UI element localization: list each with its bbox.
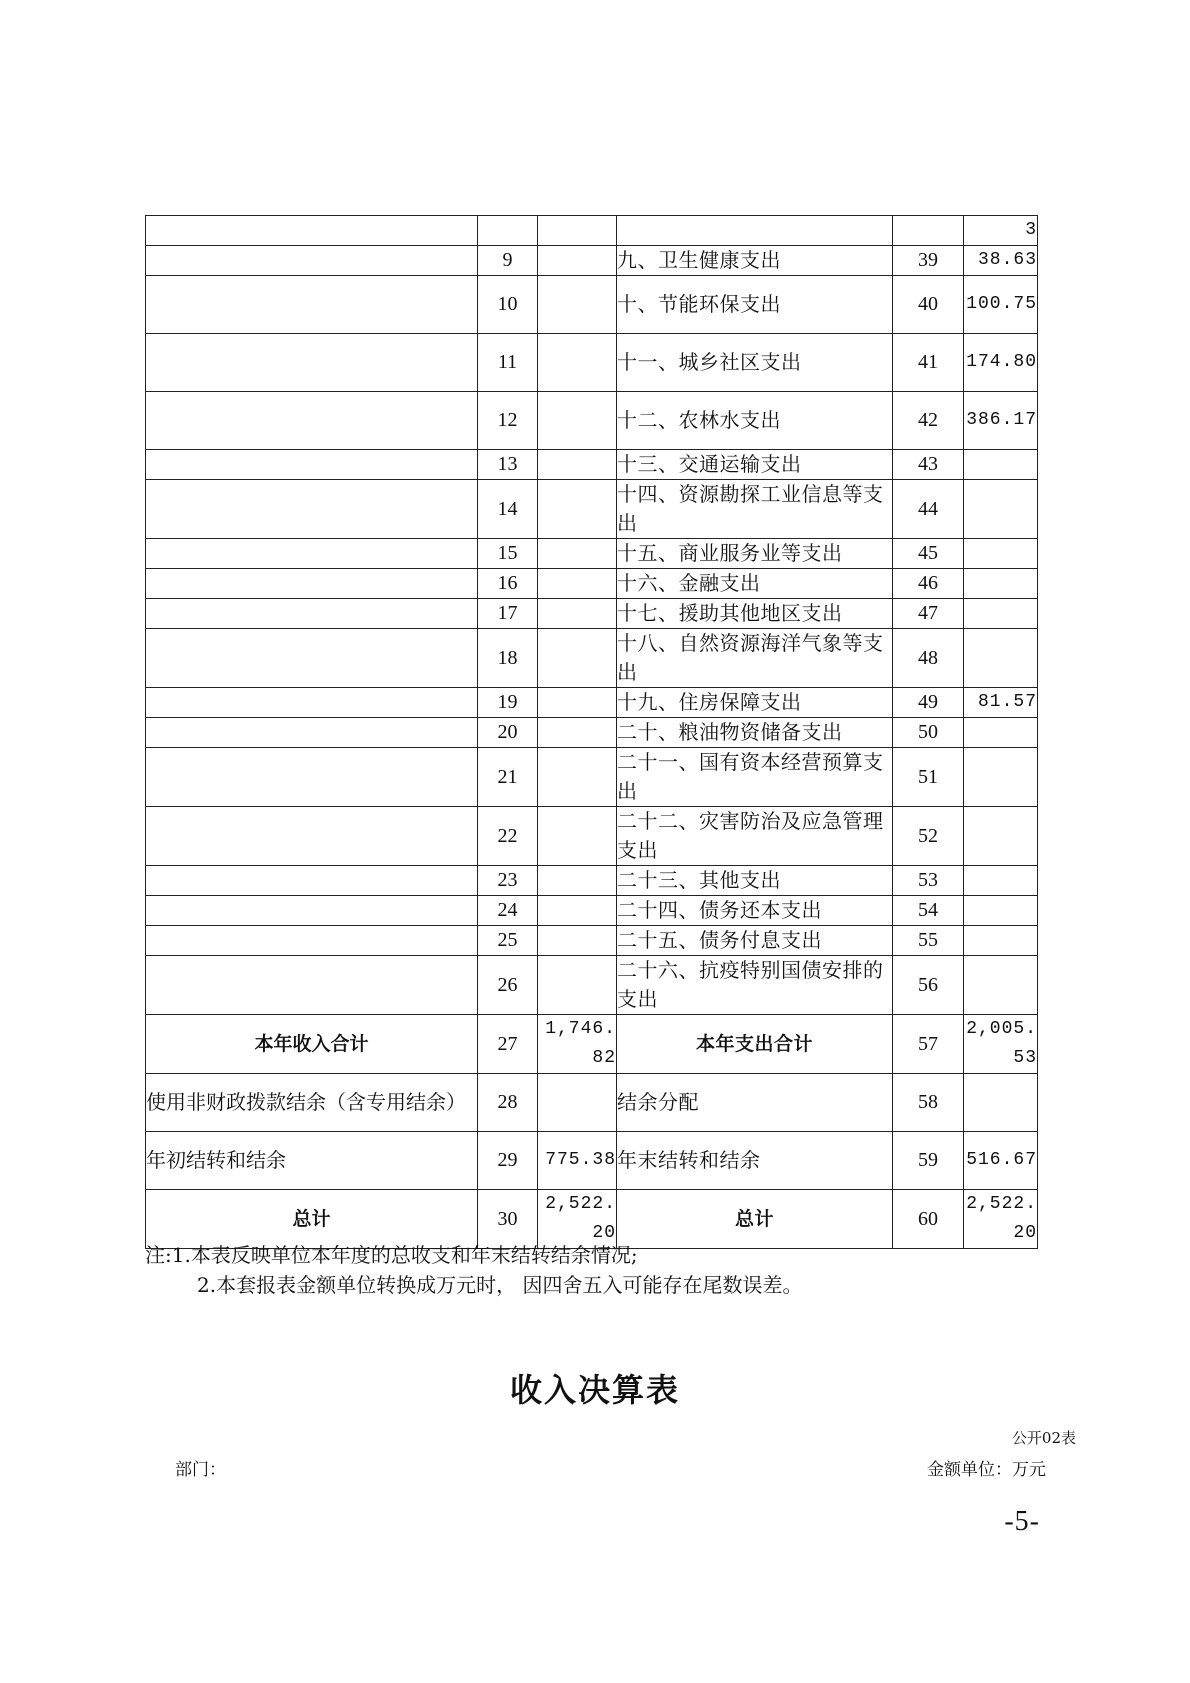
income-item-cell (146, 599, 478, 629)
income-amount-cell (538, 748, 617, 807)
expenditure-item-cell: 十四、资源勘探工业信息等支出 (617, 480, 893, 539)
income-amount-cell (538, 216, 617, 246)
income-line-number-cell: 24 (478, 896, 538, 926)
expenditure-item-cell: 十三、交通运输支出 (617, 450, 893, 480)
table-row (146, 450, 1038, 480)
table-row (146, 807, 1038, 866)
income-line-number-cell: 9 (478, 246, 538, 276)
table-row (146, 392, 1038, 450)
page-number: -5- (1004, 1506, 1040, 1537)
income-amount-cell (538, 392, 617, 450)
table-row (146, 569, 1038, 599)
expenditure-line-number-cell: 40 (893, 276, 964, 334)
expenditure-line-number-cell: 52 (893, 807, 964, 866)
income-line-number-cell: 14 (478, 480, 538, 539)
expenditure-amount-cell: 2,522.20 (964, 1190, 1038, 1249)
expenditure-line-number-cell: 43 (893, 450, 964, 480)
expenditure-amount-cell (964, 1074, 1038, 1132)
expenditure-line-number-cell (893, 216, 964, 246)
expenditure-amount-cell (964, 480, 1038, 539)
income-line-number-cell: 21 (478, 748, 538, 807)
income-line-number-cell: 25 (478, 926, 538, 956)
income-line-number-cell: 27 (478, 1015, 538, 1074)
expenditure-line-number-cell: 47 (893, 599, 964, 629)
table-row (146, 718, 1038, 748)
table-row (146, 926, 1038, 956)
income-amount-cell (538, 569, 617, 599)
expenditure-line-number-cell: 49 (893, 688, 964, 718)
expenditure-amount-cell (964, 629, 1038, 688)
income-item-cell (146, 246, 478, 276)
income-item-cell: 总计 (146, 1190, 478, 1249)
income-amount-cell (538, 539, 617, 569)
expenditure-line-number-cell: 58 (893, 1074, 964, 1132)
expenditure-item-cell: 十九、住房保障支出 (617, 688, 893, 718)
expenditure-line-number-cell: 44 (893, 480, 964, 539)
expenditure-item-cell: 十八、自然资源海洋气象等支出 (617, 629, 893, 688)
expenditure-item-cell: 二十四、债务还本支出 (617, 896, 893, 926)
table-row (146, 276, 1038, 334)
income-amount-cell (538, 896, 617, 926)
table-row (146, 1132, 1038, 1190)
expenditure-item-cell: 二十、粮油物资储备支出 (617, 718, 893, 748)
income-line-number-cell: 18 (478, 629, 538, 688)
income-amount-cell (538, 246, 617, 276)
expenditure-amount-cell (964, 748, 1038, 807)
table-row (146, 1074, 1038, 1132)
expenditure-amount-cell (964, 599, 1038, 629)
table-row (146, 1015, 1038, 1074)
income-amount-cell (538, 866, 617, 896)
income-line-number-cell: 11 (478, 334, 538, 392)
amount-unit-label: 金额单位：万元 (927, 1460, 1046, 1480)
expenditure-item-cell: 十七、援助其他地区支出 (617, 599, 893, 629)
expenditure-item-cell: 二十六、抗疫特别国债安排的支出 (617, 956, 893, 1015)
income-item-cell (146, 392, 478, 450)
department-label: 部门： (175, 1460, 226, 1480)
table-row (146, 688, 1038, 718)
expenditure-amount-cell: 2,005.53 (964, 1015, 1038, 1074)
income-item-cell (146, 539, 478, 569)
table-row (146, 748, 1038, 807)
expenditure-item-cell: 十五、商业服务业等支出 (617, 539, 893, 569)
table-notes (145, 1240, 802, 1300)
table-row (146, 246, 1038, 276)
expenditure-amount-cell: 100.75 (964, 276, 1038, 334)
expenditure-line-number-cell: 45 (893, 539, 964, 569)
table-code: 公开02表 (1011, 1429, 1076, 1447)
expenditure-item-cell: 十、节能环保支出 (617, 276, 893, 334)
table-row (146, 480, 1038, 539)
income-item-cell (146, 807, 478, 866)
expenditure-item-cell: 十六、金融支出 (617, 569, 893, 599)
income-amount-cell (538, 276, 617, 334)
expenditure-line-number-cell: 48 (893, 629, 964, 688)
expenditure-line-number-cell: 51 (893, 748, 964, 807)
income-amount-cell (538, 480, 617, 539)
table-row (146, 334, 1038, 392)
expenditure-amount-cell: 516.67 (964, 1132, 1038, 1190)
income-item-cell: 年初结转和结余 (146, 1132, 478, 1190)
income-amount-cell (538, 718, 617, 748)
income-item-cell (146, 629, 478, 688)
income-item-cell (146, 688, 478, 718)
expenditure-line-number-cell: 55 (893, 926, 964, 956)
income-item-cell (146, 450, 478, 480)
income-item-cell (146, 956, 478, 1015)
table-row (146, 896, 1038, 926)
income-amount-cell (538, 599, 617, 629)
income-item-cell (146, 569, 478, 599)
table-row (146, 629, 1038, 688)
expenditure-amount-cell (964, 926, 1038, 956)
expenditure-amount-cell (964, 450, 1038, 480)
income-line-number-cell: 29 (478, 1132, 538, 1190)
expenditure-line-number-cell: 56 (893, 956, 964, 1015)
income-amount-cell (538, 688, 617, 718)
income-item-cell (146, 216, 478, 246)
income-item-cell (146, 718, 478, 748)
income-line-number-cell: 17 (478, 599, 538, 629)
note-line-2: 2.本套报表金额单位转换成万元时， 因四舍五入可能存在尾数误差。 (197, 1273, 803, 1297)
table-row (146, 599, 1038, 629)
expenditure-line-number-cell: 41 (893, 334, 964, 392)
income-item-cell (146, 276, 478, 334)
income-line-number-cell: 22 (478, 807, 538, 866)
income-item-cell (146, 480, 478, 539)
income-amount-cell: 775.38 (538, 1132, 617, 1190)
expenditure-item-cell: 二十一、国有资本经营预算支出 (617, 748, 893, 807)
expenditure-item-cell: 九、卫生健康支出 (617, 246, 893, 276)
expenditure-amount-cell (964, 718, 1038, 748)
expenditure-amount-cell (964, 807, 1038, 866)
expenditure-item-cell: 二十五、债务付息支出 (617, 926, 893, 956)
expenditure-amount-cell: 81.57 (964, 688, 1038, 718)
expenditure-amount-cell: 386.17 (964, 392, 1038, 450)
income-item-cell (146, 866, 478, 896)
income-item-cell (146, 896, 478, 926)
expenditure-item-cell: 本年支出合计 (617, 1015, 893, 1074)
final-accounts-table (145, 215, 1038, 1249)
income-line-number-cell: 13 (478, 450, 538, 480)
expenditure-line-number-cell: 54 (893, 896, 964, 926)
income-amount-cell (538, 629, 617, 688)
income-line-number-cell: 16 (478, 569, 538, 599)
table-body (146, 216, 1038, 1249)
income-amount-cell (538, 807, 617, 866)
expenditure-line-number-cell: 42 (893, 392, 964, 450)
income-amount-cell: 1,746.82 (538, 1015, 617, 1074)
expenditure-line-number-cell: 46 (893, 569, 964, 599)
expenditure-amount-cell: 38.63 (964, 246, 1038, 276)
expenditure-item-cell (617, 216, 893, 246)
expenditure-amount-cell (964, 896, 1038, 926)
expenditure-amount-cell: 174.80 (964, 334, 1038, 392)
income-item-cell (146, 748, 478, 807)
income-line-number-cell: 20 (478, 718, 538, 748)
income-amount-cell (538, 956, 617, 1015)
expenditure-line-number-cell: 53 (893, 866, 964, 896)
income-line-number-cell: 12 (478, 392, 538, 450)
expenditure-amount-cell (964, 569, 1038, 599)
income-line-number-cell: 19 (478, 688, 538, 718)
section-title: 收入决算表 (509, 1371, 680, 1409)
expenditure-item-cell: 总计 (617, 1190, 893, 1249)
expenditure-amount-cell (964, 866, 1038, 896)
expenditure-item-cell: 十二、农林水支出 (617, 392, 893, 450)
income-line-number-cell: 10 (478, 276, 538, 334)
table-row (146, 866, 1038, 896)
income-item-cell: 本年收入合计 (146, 1015, 478, 1074)
expenditure-line-number-cell: 57 (893, 1015, 964, 1074)
income-amount-cell (538, 1074, 617, 1132)
income-amount-cell (538, 926, 617, 956)
income-line-number-cell: 30 (478, 1190, 538, 1249)
income-line-number-cell (478, 216, 538, 246)
expenditure-item-cell: 二十三、其他支出 (617, 866, 893, 896)
income-amount-cell (538, 334, 617, 392)
income-item-cell (146, 926, 478, 956)
income-item-cell: 使用非财政拨款结余（含专用结余） (146, 1074, 478, 1132)
expenditure-item-cell: 十一、城乡社区支出 (617, 334, 893, 392)
income-amount-cell: 2,522.20 (538, 1190, 617, 1249)
expenditure-amount-cell: 3 (964, 216, 1038, 246)
expenditure-line-number-cell: 50 (893, 718, 964, 748)
expenditure-item-cell: 结余分配 (617, 1074, 893, 1132)
table-row (146, 539, 1038, 569)
income-item-cell (146, 334, 478, 392)
income-line-number-cell: 28 (478, 1074, 538, 1132)
expenditure-amount-cell (964, 539, 1038, 569)
income-amount-cell (538, 450, 617, 480)
expenditure-line-number-cell: 60 (893, 1190, 964, 1249)
income-line-number-cell: 26 (478, 956, 538, 1015)
table-row (146, 956, 1038, 1015)
expenditure-line-number-cell: 59 (893, 1132, 964, 1190)
note-line-1: 注:1.本表反映单位本年度的总收支和年末结转结余情况; (145, 1243, 638, 1267)
expenditure-item-cell: 二十二、灾害防治及应急管理支出 (617, 807, 893, 866)
table-row (146, 216, 1038, 246)
expenditure-line-number-cell: 39 (893, 246, 964, 276)
expenditure-item-cell: 年末结转和结余 (617, 1132, 893, 1190)
income-line-number-cell: 15 (478, 539, 538, 569)
expenditure-amount-cell (964, 956, 1038, 1015)
income-line-number-cell: 23 (478, 866, 538, 896)
